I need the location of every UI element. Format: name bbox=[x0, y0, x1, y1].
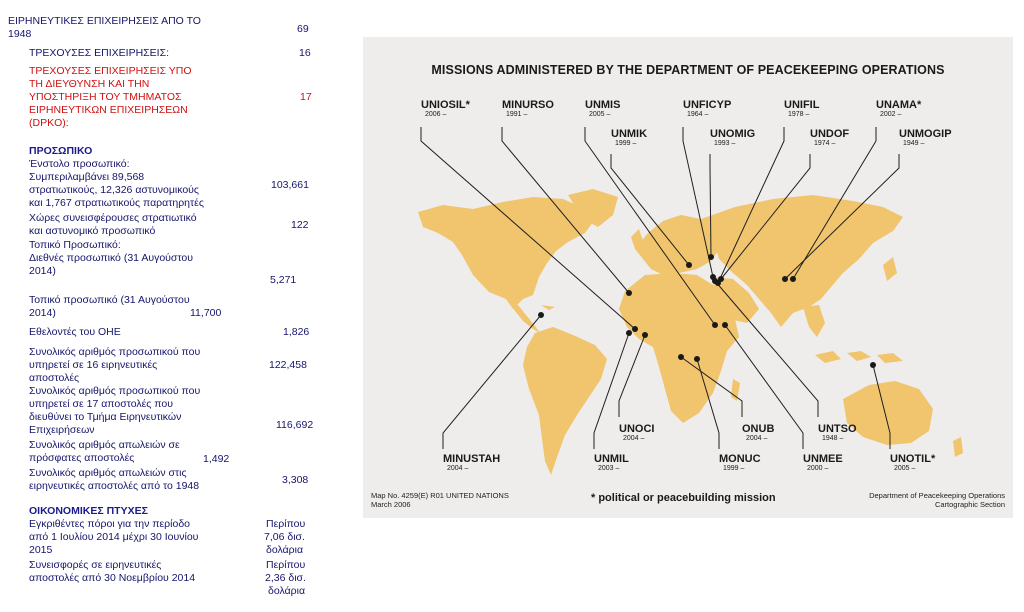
total16-line: αποστολές bbox=[29, 372, 80, 384]
current-ops-value: 16 bbox=[299, 47, 311, 59]
mission-name: UNDOF bbox=[810, 128, 850, 140]
total16-line: Συνολικός αριθμός προσωπικού που bbox=[29, 346, 201, 358]
mission-label-unficyp bbox=[683, 99, 731, 119]
total17-line: διευθύνει το Τμήμα Ειρηνευτικών bbox=[29, 411, 182, 423]
mission-label-unmik bbox=[611, 128, 647, 148]
mission-name: UNMIS bbox=[585, 99, 621, 111]
map-footer-right-1: Department of Peacekeeping Operations bbox=[869, 491, 1005, 500]
land-japan bbox=[883, 257, 897, 281]
mission-name: UNMIK bbox=[611, 128, 648, 140]
mission-name: UNTSO bbox=[818, 423, 857, 435]
total17-line: Επιχειρήσεων bbox=[29, 424, 95, 436]
uniformed-line: στρατιωτικούς, 12,326 αστυνομικούς bbox=[29, 184, 199, 196]
mission-name: MINUSTAH bbox=[443, 453, 501, 465]
map-title: MISSIONS ADMINISTERED BY THE DEPARTMENT OF PEACEKEEPING OPERATIONS bbox=[431, 63, 945, 77]
leader-line-unoci bbox=[619, 335, 645, 417]
volunteers-label: Εθελοντές του ΟΗΕ bbox=[29, 326, 121, 338]
local-value: 11,700 bbox=[190, 307, 222, 319]
local-intl-value: 5,271 bbox=[270, 274, 297, 286]
mission-dot-minustah bbox=[538, 312, 544, 318]
local-line: 2014) bbox=[29, 307, 56, 319]
ops-since-1948-value: 69 bbox=[297, 23, 309, 35]
mission-name: UNAMA* bbox=[876, 99, 922, 111]
local-line: Τοπικό προσωπικό (31 Αυγούστου bbox=[29, 294, 190, 306]
mission-label-unmogip bbox=[899, 128, 952, 148]
ops-since-1948-label-2: 1948 bbox=[8, 28, 32, 40]
mission-year: 1991 – bbox=[506, 111, 528, 118]
mission-year: 1999 – bbox=[615, 140, 637, 147]
fatalities-recent-line: πρόσφατες αποστολές bbox=[29, 452, 135, 464]
mission-name: UNOCI bbox=[619, 423, 655, 435]
land-central-america bbox=[506, 299, 540, 333]
land-australia bbox=[843, 381, 933, 445]
mission-dot-unomig bbox=[708, 254, 714, 260]
mission-label-onub bbox=[742, 423, 774, 443]
land-new-zealand bbox=[953, 437, 963, 457]
map-footnote: * political or peacebuilding mission bbox=[591, 492, 776, 504]
mission-label-unomig bbox=[710, 128, 755, 148]
mission-name: UNMEE bbox=[803, 453, 843, 465]
finance-heading: ΟΙΚΟΝΟΜΙΚΕΣ ΠΤΥΧΕΣ bbox=[29, 505, 148, 517]
dpko-ops-line: ΤΗ ΔΙΕΥΘΥΝΣΗ ΚΑΙ ΤΗΝ bbox=[29, 78, 150, 90]
map-footer-left-2: March 2006 bbox=[371, 500, 411, 509]
missions-map bbox=[363, 37, 1013, 518]
fatalities-recent-value: 1,492 bbox=[203, 453, 230, 465]
uniformed-line: Ένστολο προσωπικό: bbox=[29, 158, 130, 170]
mission-name: UNOMIG bbox=[710, 128, 756, 140]
ops-since-1948-label-1: ΕΙΡΗΝΕΥΤΙΚΕΣ ΕΠΙΧΕΙΡΗΣΕΙΣ ΑΠΟ ΤΟ bbox=[8, 15, 201, 27]
mission-dot-unoci bbox=[642, 332, 648, 338]
total17-value: 116,692 bbox=[276, 419, 314, 431]
fatalities-recent-line: Συνολικός αριθμός απωλειών σε bbox=[29, 439, 180, 451]
mission-name: UNIFIL bbox=[784, 99, 820, 111]
contributing-line: Χώρες συνεισφέρουσες στρατιωτικό bbox=[29, 212, 197, 224]
personnel-heading: ΠΡΟΣΩΠΙΚΟ bbox=[29, 145, 93, 157]
land-north-america bbox=[418, 197, 593, 309]
mission-label-monuc bbox=[719, 453, 761, 473]
mission-label-undof bbox=[810, 128, 849, 148]
mission-name: MINURSO bbox=[502, 99, 554, 111]
mission-year: 2006 – bbox=[425, 111, 447, 118]
mission-label-unmil bbox=[594, 453, 629, 473]
land-se-asia bbox=[803, 305, 825, 337]
mission-year: 2004 – bbox=[623, 435, 645, 442]
uniformed-line: Συμπεριλαμβάνει 89,568 bbox=[29, 171, 145, 183]
fatalities-total-value: 3,308 bbox=[282, 474, 309, 486]
mission-year: 2005 – bbox=[894, 465, 916, 472]
mission-label-untso bbox=[818, 423, 857, 443]
fatalities-total-line: ειρηνευτικές αποστολές από το 1948 bbox=[29, 480, 200, 492]
dpko-ops-line: ΥΠΟΣΤΗΡΙΞΗ ΤΟΥ ΤΜΗΜΑΤΟΣ bbox=[29, 91, 182, 103]
land-madagascar bbox=[731, 379, 740, 401]
mission-dot-unotil bbox=[870, 362, 876, 368]
fatalities-total-line: Συνολικός αριθμός απωλειών στις bbox=[29, 467, 187, 479]
land-caribbean bbox=[541, 305, 555, 310]
local-intl-line: Διεθνές προσωπικό (31 Αυγούστου bbox=[29, 252, 193, 264]
map-footer-right-2: Cartographic Section bbox=[934, 500, 1005, 509]
mission-name: UNOTIL* bbox=[890, 453, 936, 465]
volunteers-value: 1,826 bbox=[283, 326, 310, 338]
mission-dot-unmogip bbox=[782, 276, 788, 282]
contributing-line: και αστυνομικό προσωπικό bbox=[29, 225, 156, 237]
total17-line: Συνολικός αριθμός προσωπικού που bbox=[29, 385, 201, 397]
mission-label-unama bbox=[876, 99, 921, 119]
arrears-line: Συνεισφορές σε ειρηνευτικές bbox=[29, 559, 162, 571]
mission-year: 2003 – bbox=[598, 465, 620, 472]
mission-dot-undof bbox=[718, 276, 724, 282]
mission-dot-unmil bbox=[626, 330, 632, 336]
mission-name: UNMOGIP bbox=[899, 128, 952, 140]
mission-label-uniosil bbox=[421, 99, 470, 119]
mission-name: UNIOSIL* bbox=[421, 99, 470, 111]
arrears-value-line: 2,36 δισ. bbox=[265, 572, 306, 584]
mission-dot-unmis bbox=[712, 322, 718, 328]
mission-year: 2002 – bbox=[880, 111, 902, 118]
dpko-ops-line: (DPKO): bbox=[29, 117, 69, 129]
total17-line: υπηρετεί σε 17 αποστολές που bbox=[29, 398, 173, 410]
budget-line: Εγκριθέντες πόροι για την περίοδο bbox=[29, 518, 191, 530]
budget-line: από 1 Ιουλίου 2014 μέχρι 30 Ιουνίου bbox=[29, 531, 199, 543]
budget-value-line: δολάρια bbox=[266, 544, 304, 556]
current-ops-label: ΤΡΕΧΟΥΣΕΣ ΕΠΙΧΕΙΡΗΣΕΙΣ: bbox=[29, 47, 169, 59]
mission-year: 1949 – bbox=[903, 140, 925, 147]
mission-dot-onub bbox=[678, 354, 684, 360]
dpko-ops-line: ΤΡΕΧΟΥΣΕΣ ΕΠΙΧΕΙΡΗΣΕΙΣ ΥΠΟ bbox=[29, 65, 192, 77]
mission-year: 1978 – bbox=[788, 111, 810, 118]
dpko-ops-value: 17 bbox=[300, 91, 312, 103]
mission-year: 1948 – bbox=[822, 435, 844, 442]
budget-value-line: 7,06 δισ. bbox=[264, 531, 305, 543]
mission-dot-monuc bbox=[694, 356, 700, 362]
local-intl-line: Τοπικό Προσωπικό: bbox=[29, 239, 121, 251]
contributing-value: 122 bbox=[291, 219, 309, 231]
arrears-value-line: δολάρια bbox=[268, 585, 306, 597]
mission-year: 1964 – bbox=[687, 111, 709, 118]
mission-name: UNFICYP bbox=[683, 99, 732, 111]
mission-dot-untso bbox=[712, 278, 718, 284]
mission-name: ONUB bbox=[742, 423, 775, 435]
map-footer-left-1: Map No. 4259(E) R01 UNITED NATIONS bbox=[371, 491, 509, 500]
arrears-line: αποστολές από 30 Νοεμβρίου 2014 bbox=[29, 572, 196, 584]
total16-value: 122,458 bbox=[269, 359, 307, 371]
mission-year: 2004 – bbox=[447, 465, 469, 472]
mission-dot-unmik bbox=[686, 262, 692, 268]
dpko-ops-line: ΕΙΡΗΝΕΥΤΙΚΩΝ ΕΠΙΧΕΙΡΗΣΕΩΝ bbox=[29, 104, 188, 116]
mission-dot-minurso bbox=[626, 290, 632, 296]
mission-label-minustah bbox=[443, 453, 500, 473]
mission-year: 2004 – bbox=[746, 435, 768, 442]
uniformed-value: 103,661 bbox=[271, 179, 309, 191]
mission-label-unoci bbox=[619, 423, 654, 443]
budget-line: 2015 bbox=[29, 544, 53, 556]
total16-line: υπηρετεί σε 16 ειρηνευτικές bbox=[29, 359, 158, 371]
landmasses bbox=[418, 189, 963, 475]
uniformed-line: και 1,767 στρατιωτικούς παρατηρητές bbox=[29, 197, 204, 209]
mission-label-minurso bbox=[502, 99, 554, 119]
mission-name: UNMIL bbox=[594, 453, 629, 465]
mission-year: 1993 – bbox=[714, 140, 736, 147]
leader-line-minustah bbox=[443, 315, 541, 449]
local-intl-line: 2014) bbox=[29, 265, 56, 277]
mission-year: 1999 – bbox=[723, 465, 745, 472]
mission-label-unifil bbox=[784, 99, 819, 119]
mission-dot-uniosil bbox=[632, 326, 638, 332]
mission-name: MONUC bbox=[719, 453, 761, 465]
mission-label-unmis bbox=[585, 99, 620, 119]
land-indonesia bbox=[815, 351, 903, 363]
budget-value-line: Περίπου bbox=[266, 518, 306, 530]
mission-label-unmee bbox=[803, 453, 843, 473]
mission-dot-unmee bbox=[722, 322, 728, 328]
arrears-value-line: Περίπου bbox=[266, 559, 306, 571]
mission-label-unotil bbox=[890, 453, 935, 473]
mission-year: 2000 – bbox=[807, 465, 829, 472]
mission-year: 1974 – bbox=[814, 140, 836, 147]
mission-year: 2005 – bbox=[589, 111, 611, 118]
mission-dot-unama bbox=[790, 276, 796, 282]
